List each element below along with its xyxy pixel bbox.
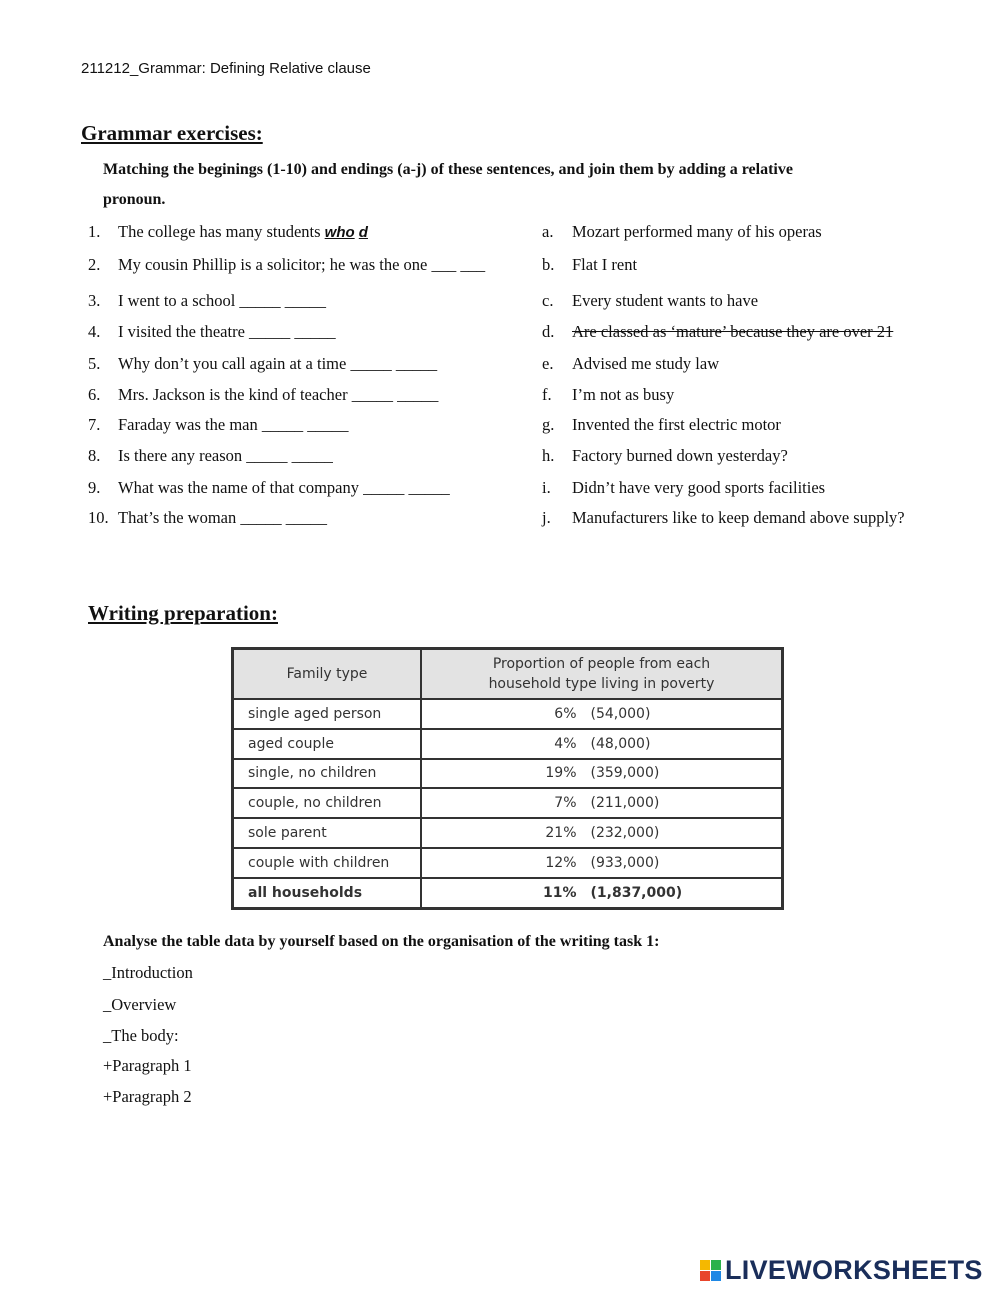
logo-blocks-icon: [700, 1260, 721, 1281]
family-type-cell: couple with children: [233, 848, 422, 878]
brand-name: LIVEWORKSHEETS: [725, 1254, 983, 1285]
grammar-heading: Grammar exercises:: [81, 121, 263, 145]
beginning-2: [88, 255, 485, 275]
table-row: [233, 848, 783, 878]
ending-text: Every student wants to have: [572, 291, 759, 310]
ending-g: [542, 415, 781, 435]
count-value: (211,000): [590, 795, 660, 812]
beginning-number: 8.: [88, 446, 101, 465]
logo-block: [700, 1260, 710, 1270]
family-type-cell: single aged person: [233, 699, 422, 729]
beginning-number: 5.: [88, 354, 101, 373]
column-header-proportion: [421, 649, 783, 700]
table-row: [233, 699, 783, 729]
count-value: (933,000): [590, 854, 660, 871]
proportion-cell: [421, 878, 783, 909]
ending-j: [542, 508, 905, 528]
proportion-cell: [421, 729, 783, 759]
column-header-line: household type living in poverty: [488, 676, 715, 692]
outline-item: _Overview: [103, 995, 177, 1014]
outline-item: +Paragraph 2: [103, 1087, 192, 1106]
column-header-line: Proportion of people from each: [492, 656, 711, 672]
ending-letter: c.: [542, 291, 554, 310]
beginning-text[interactable]: That’s the woman _____ _____: [118, 508, 327, 527]
answer-pronoun[interactable]: who: [324, 224, 355, 241]
table-row: [233, 759, 783, 789]
count-value: (1,837,000): [590, 884, 683, 901]
ending-i: [542, 478, 825, 498]
percent-value: 12%: [545, 854, 577, 871]
beginning-text[interactable]: Why don’t you call again at a time _____ _____: [118, 354, 438, 373]
grammar-instruction-line2: pronoun.: [103, 191, 166, 208]
outline-item: +Paragraph 1: [103, 1056, 192, 1075]
ending-letter: d.: [542, 322, 555, 341]
ending-text: Didn’t have very good sports facilities: [572, 478, 826, 497]
ending-d-used: [542, 322, 893, 342]
ending-letter: j.: [542, 508, 551, 527]
beginning-3: [88, 291, 326, 311]
outline-item: _The body:: [103, 1026, 179, 1045]
family-type-cell: all households: [233, 878, 422, 909]
beginning-7: [88, 415, 349, 435]
beginning-number: 6.: [88, 385, 101, 404]
ending-text: Advised me study law: [572, 354, 720, 373]
proportion-cell: [421, 699, 783, 729]
ending-text: Are classed as ‘mature’ because they are over 21: [572, 322, 894, 341]
beginning-5: [88, 354, 437, 374]
beginning-number: 3.: [88, 291, 101, 310]
table-total-row: [233, 878, 783, 909]
table-row: [233, 729, 783, 759]
ending-h: [542, 446, 788, 466]
ending-letter: e.: [542, 354, 554, 373]
ending-letter: h.: [542, 446, 555, 465]
ending-letter: f.: [542, 385, 552, 404]
poverty-table: [231, 647, 784, 910]
answer-letter[interactable]: d: [358, 224, 368, 241]
beginning-number: 9.: [88, 478, 101, 497]
percent-value: 19%: [545, 765, 577, 782]
family-type-cell: couple, no children: [233, 788, 422, 818]
ending-c: [542, 291, 758, 311]
count-value: (359,000): [590, 765, 660, 782]
ending-text: Mozart performed many of his operas: [572, 222, 822, 241]
ending-text: Flat I rent: [572, 255, 638, 274]
beginning-text[interactable]: I visited the theatre _____ _____: [118, 322, 336, 341]
ending-letter: g.: [542, 415, 555, 434]
logo-block: [711, 1271, 721, 1281]
beginning-number: 2.: [88, 255, 101, 274]
ending-f: [542, 385, 674, 405]
beginning-6: [88, 385, 438, 405]
beginning-text[interactable]: Faraday was the man _____ _____: [118, 415, 349, 434]
beginning-text[interactable]: What was the name of that company _____ _____: [118, 478, 450, 497]
percent-value: 21%: [545, 825, 577, 842]
family-type-cell: sole parent: [233, 818, 422, 848]
percent-value: 4%: [554, 735, 577, 752]
beginning-number: 4.: [88, 322, 101, 341]
grammar-instruction-line1: Matching the beginings (1-10) and endings (a-j) of these sentences, and join them by adding a relative: [103, 161, 793, 178]
writing-task-instruction: Analyse the table data by yourself based on the organisation of the writing task 1:: [103, 933, 660, 950]
ending-text: I’m not as busy: [572, 385, 675, 404]
proportion-cell: [421, 759, 783, 789]
table-header-row: [233, 649, 783, 700]
writing-heading: Writing preparation:: [88, 601, 278, 625]
column-header-family-type: Family type: [233, 649, 422, 700]
percent-value: 7%: [554, 795, 577, 812]
document-title: 211212_Grammar: Defining Relative clause: [81, 60, 371, 77]
proportion-cell: [421, 848, 783, 878]
count-value: (48,000): [590, 735, 651, 752]
ending-letter: a.: [542, 222, 554, 241]
beginning-text[interactable]: Is there any reason _____ _____: [118, 446, 333, 465]
percent-value: 11%: [542, 884, 577, 901]
beginning-text[interactable]: My cousin Phillip is a solicitor; he was the one ___ ___: [118, 255, 486, 274]
count-value: (54,000): [590, 705, 651, 722]
beginning-text[interactable]: I went to a school _____ _____: [118, 291, 327, 310]
ending-text: Factory burned down yesterday?: [572, 446, 788, 465]
beginning-8: [88, 446, 333, 466]
beginning-9: [88, 478, 450, 498]
ending-a: [542, 222, 822, 242]
ending-text: Invented the first electric motor: [572, 415, 781, 434]
table-row: [233, 788, 783, 818]
proportion-cell: [421, 818, 783, 848]
ending-letter: b.: [542, 255, 555, 274]
ending-text: Manufacturers like to keep demand above supply?: [572, 508, 905, 527]
beginning-10: [88, 508, 327, 528]
family-type-cell: single, no children: [233, 759, 422, 789]
proportion-cell: [421, 788, 783, 818]
percent-value: 6%: [554, 705, 577, 722]
beginning-number: 10.: [88, 508, 109, 527]
beginning-text[interactable]: Mrs. Jackson is the kind of teacher _____ _____: [118, 385, 439, 404]
table-row: [233, 818, 783, 848]
beginning-number: 7.: [88, 415, 101, 434]
ending-b: [542, 255, 637, 275]
family-type-cell: aged couple: [233, 729, 422, 759]
liveworksheets-logo: [700, 1255, 983, 1285]
beginning-4: [88, 322, 336, 342]
logo-block: [700, 1271, 710, 1281]
ending-letter: i.: [542, 478, 551, 497]
beginning-1: [88, 222, 368, 242]
beginning-number: 1.: [88, 222, 101, 241]
logo-block: [711, 1260, 721, 1270]
outline-item: _Introduction: [103, 963, 193, 982]
count-value: (232,000): [590, 825, 660, 842]
ending-e: [542, 354, 719, 374]
beginning-text: The college has many students: [118, 222, 321, 241]
